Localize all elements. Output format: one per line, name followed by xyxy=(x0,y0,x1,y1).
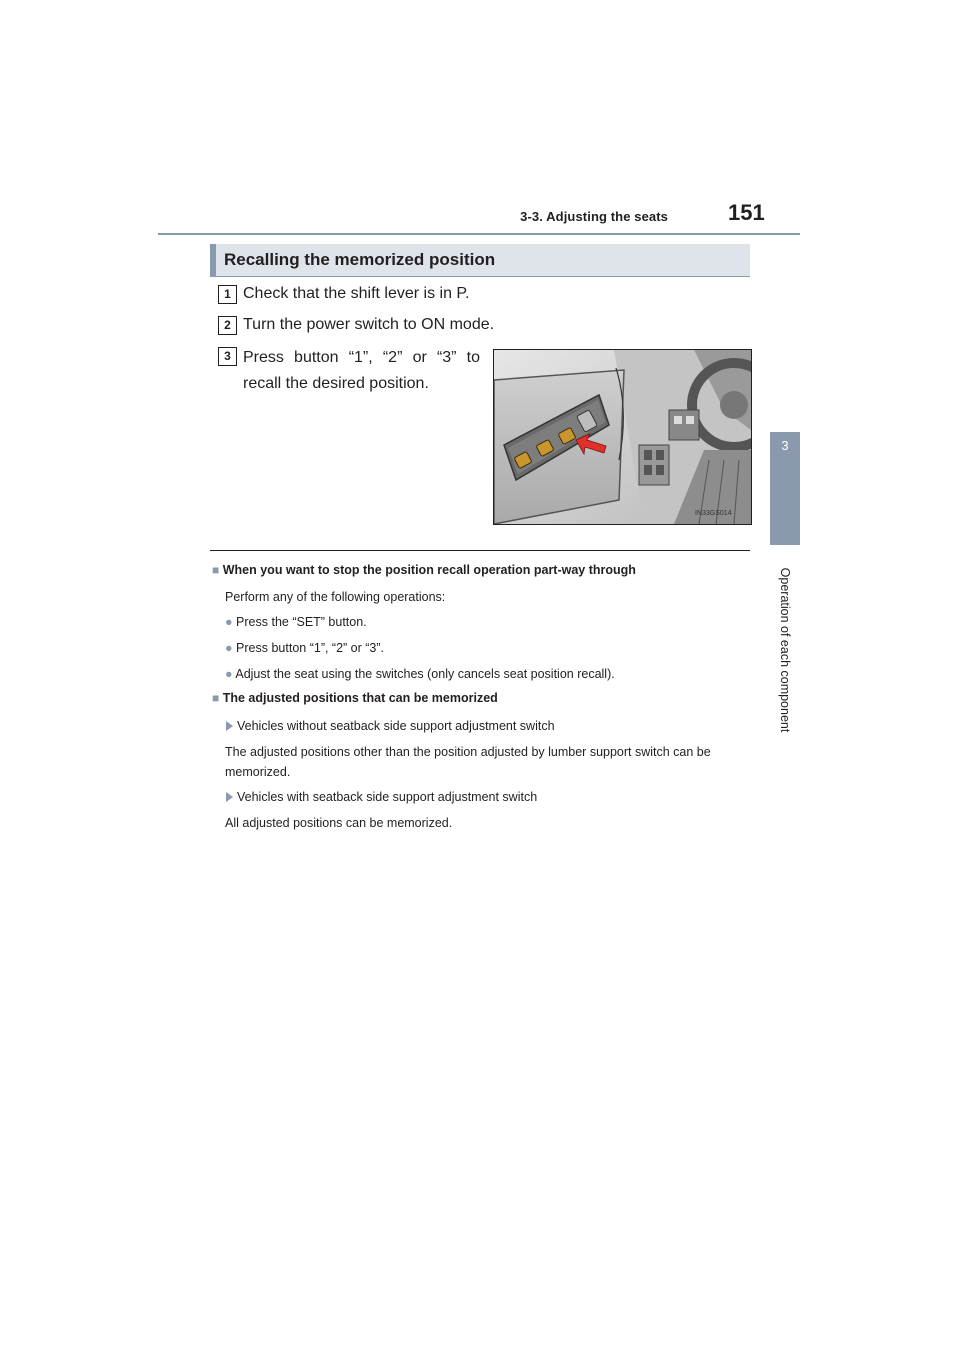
chapter-tab-label-text: Operation of each component xyxy=(778,567,792,733)
note-1-bullet-3-text: Adjust the seat using the switches (only cancels seat position recall). xyxy=(235,667,615,681)
triangle-bullet-icon xyxy=(226,792,233,802)
note-1-bullet-1 xyxy=(225,612,367,632)
note-1-bullet-3 xyxy=(225,664,615,684)
round-bullet-icon: ● xyxy=(225,615,233,629)
note-1-title: When you want to stop the position recall operation part-way through xyxy=(222,563,636,577)
square-bullet-icon: ■ xyxy=(212,691,220,705)
notes-rule xyxy=(210,550,750,551)
page-number: 151 xyxy=(728,200,765,225)
note-1-bullet-2 xyxy=(225,638,384,658)
step-text-3-line1: Press button “1”, “2” or “3” to xyxy=(243,349,480,366)
note-1-intro: Perform any of the following operations: xyxy=(225,590,446,604)
step-text-3 xyxy=(243,345,480,397)
note-1-heading xyxy=(212,563,636,577)
step-number-2: 2 xyxy=(218,316,237,335)
square-bullet-icon: ■ xyxy=(212,563,220,577)
step-number-1: 1 xyxy=(218,285,237,304)
step-number-3: 3 xyxy=(218,347,237,366)
figure-code: IN33GS014 xyxy=(695,510,732,517)
section-heading-rule xyxy=(210,276,750,277)
note-2-case-2 xyxy=(226,787,537,807)
round-bullet-icon: ● xyxy=(225,667,233,681)
note-2-heading xyxy=(212,691,498,705)
section-heading-bar xyxy=(210,244,216,276)
note-1-bullet-2-text: Press button “1”, “2” or “3”. xyxy=(236,641,385,655)
note-2-case-2-label: Vehicles with seatback side support adjustment switch xyxy=(237,790,538,804)
triangle-bullet-icon xyxy=(226,721,233,731)
step-text-1: Check that the shift lever is in P. xyxy=(243,285,470,302)
chapter-tab-label xyxy=(771,550,799,750)
note-1-bullet-1-text: Press the “SET” button. xyxy=(236,615,367,629)
note-2-case-2-text: All adjusted positions can be memorized. xyxy=(225,816,453,830)
header-rule xyxy=(158,233,800,235)
note-2-case-1-label: Vehicles without seatback side support adjustment switch xyxy=(237,719,555,733)
chapter-tab-number: 3 xyxy=(781,438,789,453)
section-heading: Recalling the memorized position xyxy=(224,250,496,269)
note-2-case-1 xyxy=(226,716,555,736)
note-2-title: The adjusted positions that can be memorized xyxy=(222,691,498,705)
running-header-section: 3-3. Adjusting the seats xyxy=(520,209,668,224)
step-text-3-line2: recall the desired position. xyxy=(243,375,429,392)
step-text-2: Turn the power switch to ON mode. xyxy=(243,316,495,333)
round-bullet-icon: ● xyxy=(225,641,233,655)
note-2-case-1-text: The adjusted positions other than the position adjusted by lumber support switch can be memorized. xyxy=(225,745,711,779)
memory-buttons-illustration xyxy=(493,349,752,525)
